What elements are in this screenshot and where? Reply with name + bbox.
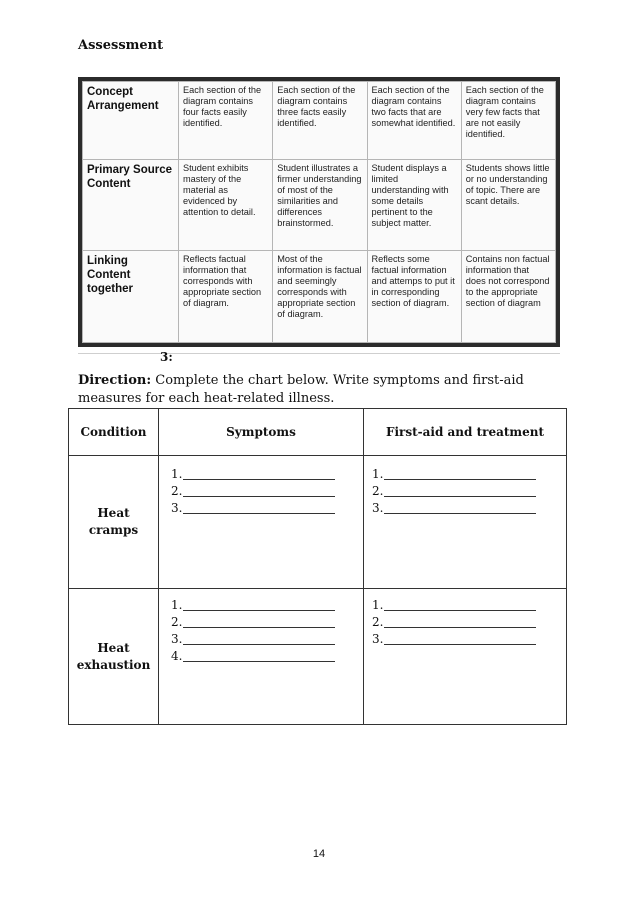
first-aid-cell (364, 456, 567, 589)
page-number: 14 (312, 848, 326, 860)
rubric-cell: Most of the information is factual and seemingly corresponds with appropriate section of diagram. (273, 251, 367, 343)
answer-blank[interactable]: 2. (171, 614, 363, 631)
symptoms-cell (159, 589, 364, 725)
answer-blank[interactable]: 3. (372, 631, 566, 648)
answer-blank[interactable]: 1. (171, 466, 363, 483)
answer-blank[interactable]: 4. (171, 648, 363, 665)
header-condition: Condition (69, 409, 159, 456)
rubric-row (83, 159, 556, 251)
rubric-row (83, 251, 556, 343)
rubric-cell: Reflects some factual information and attemps to put it in corresponding section of diagram. (367, 251, 461, 343)
rubric-cell: Student exhibits mastery of the material as evidenced by attention to detail. (179, 159, 273, 251)
first-aid-cell (364, 589, 567, 725)
answer-blank[interactable]: 3. (171, 500, 363, 517)
chart-header-row (69, 409, 567, 456)
answer-blank[interactable]: 3. (171, 631, 363, 648)
rubric-cell: Students shows little or no understanding of topic. There are scant details. (461, 159, 555, 251)
condition-line: exhaustion (76, 657, 151, 672)
rubric-criterion: Linking Content together (83, 251, 179, 343)
rubric-cell: Student illustrates a firmer understanding of most of the similarities and differences brainstormed. (273, 159, 367, 251)
condition-heat-cramps (69, 456, 159, 589)
rubric-cell: Student displays a limited understanding with some details pertinent to the subject matter. (367, 159, 461, 251)
chart-row-heat-cramps (69, 456, 567, 589)
direction-paragraph (78, 372, 568, 408)
rubric-table (82, 81, 556, 343)
rubric-cell: Each section of the diagram contains four facts easily identified. (179, 82, 273, 160)
rubric-criterion: Primary Source Content (83, 159, 179, 251)
answer-blank[interactable]: 2. (372, 614, 566, 631)
condition-line: cramps (88, 523, 139, 537)
rubric-criterion: Concept Arrangement (83, 82, 179, 160)
answer-blank[interactable]: 1. (372, 466, 566, 483)
answer-blank[interactable]: 1. (171, 597, 363, 614)
answer-blank[interactable]: 3. (372, 500, 566, 517)
rubric-cell: Reflects factual information that corresponds with appropriate section of diagram. (179, 251, 273, 343)
answer-blank[interactable]: 2. (372, 483, 566, 500)
rubric-row (83, 82, 556, 160)
heat-illness-chart (68, 408, 567, 725)
condition-line: Heat (97, 506, 130, 520)
condition-line: Heat (97, 640, 130, 655)
condition-heat-exhaustion (69, 589, 159, 725)
rubric-cell: Contains non factual information that does not correspond to the appropriate section of diagram (461, 251, 555, 343)
symptoms-cell (159, 456, 364, 589)
rubric-image (78, 77, 560, 347)
rubric-cell: Each section of the diagram contains two facts that are somewhat identified. (367, 82, 461, 160)
header-symptoms: Symptoms (159, 409, 364, 456)
direction-label: Direction: (78, 373, 152, 388)
chart-row-heat-exhaustion (69, 589, 567, 725)
answer-blank[interactable]: 1. (372, 597, 566, 614)
direction-text: Complete the chart below. Write symptoms and first-aid measures for each heat-related illness. (78, 373, 524, 406)
rubric-cell: Each section of the diagram contains very few facts that are not easily identified. (461, 82, 555, 160)
answer-blank[interactable]: 2. (171, 483, 363, 500)
section-title: Assessment (78, 38, 164, 53)
divider (78, 353, 560, 354)
activity-label: 3: (160, 350, 173, 364)
header-first-aid: First-aid and treatment (364, 409, 567, 456)
rubric-cell: Each section of the diagram contains three facts easily identified. (273, 82, 367, 160)
